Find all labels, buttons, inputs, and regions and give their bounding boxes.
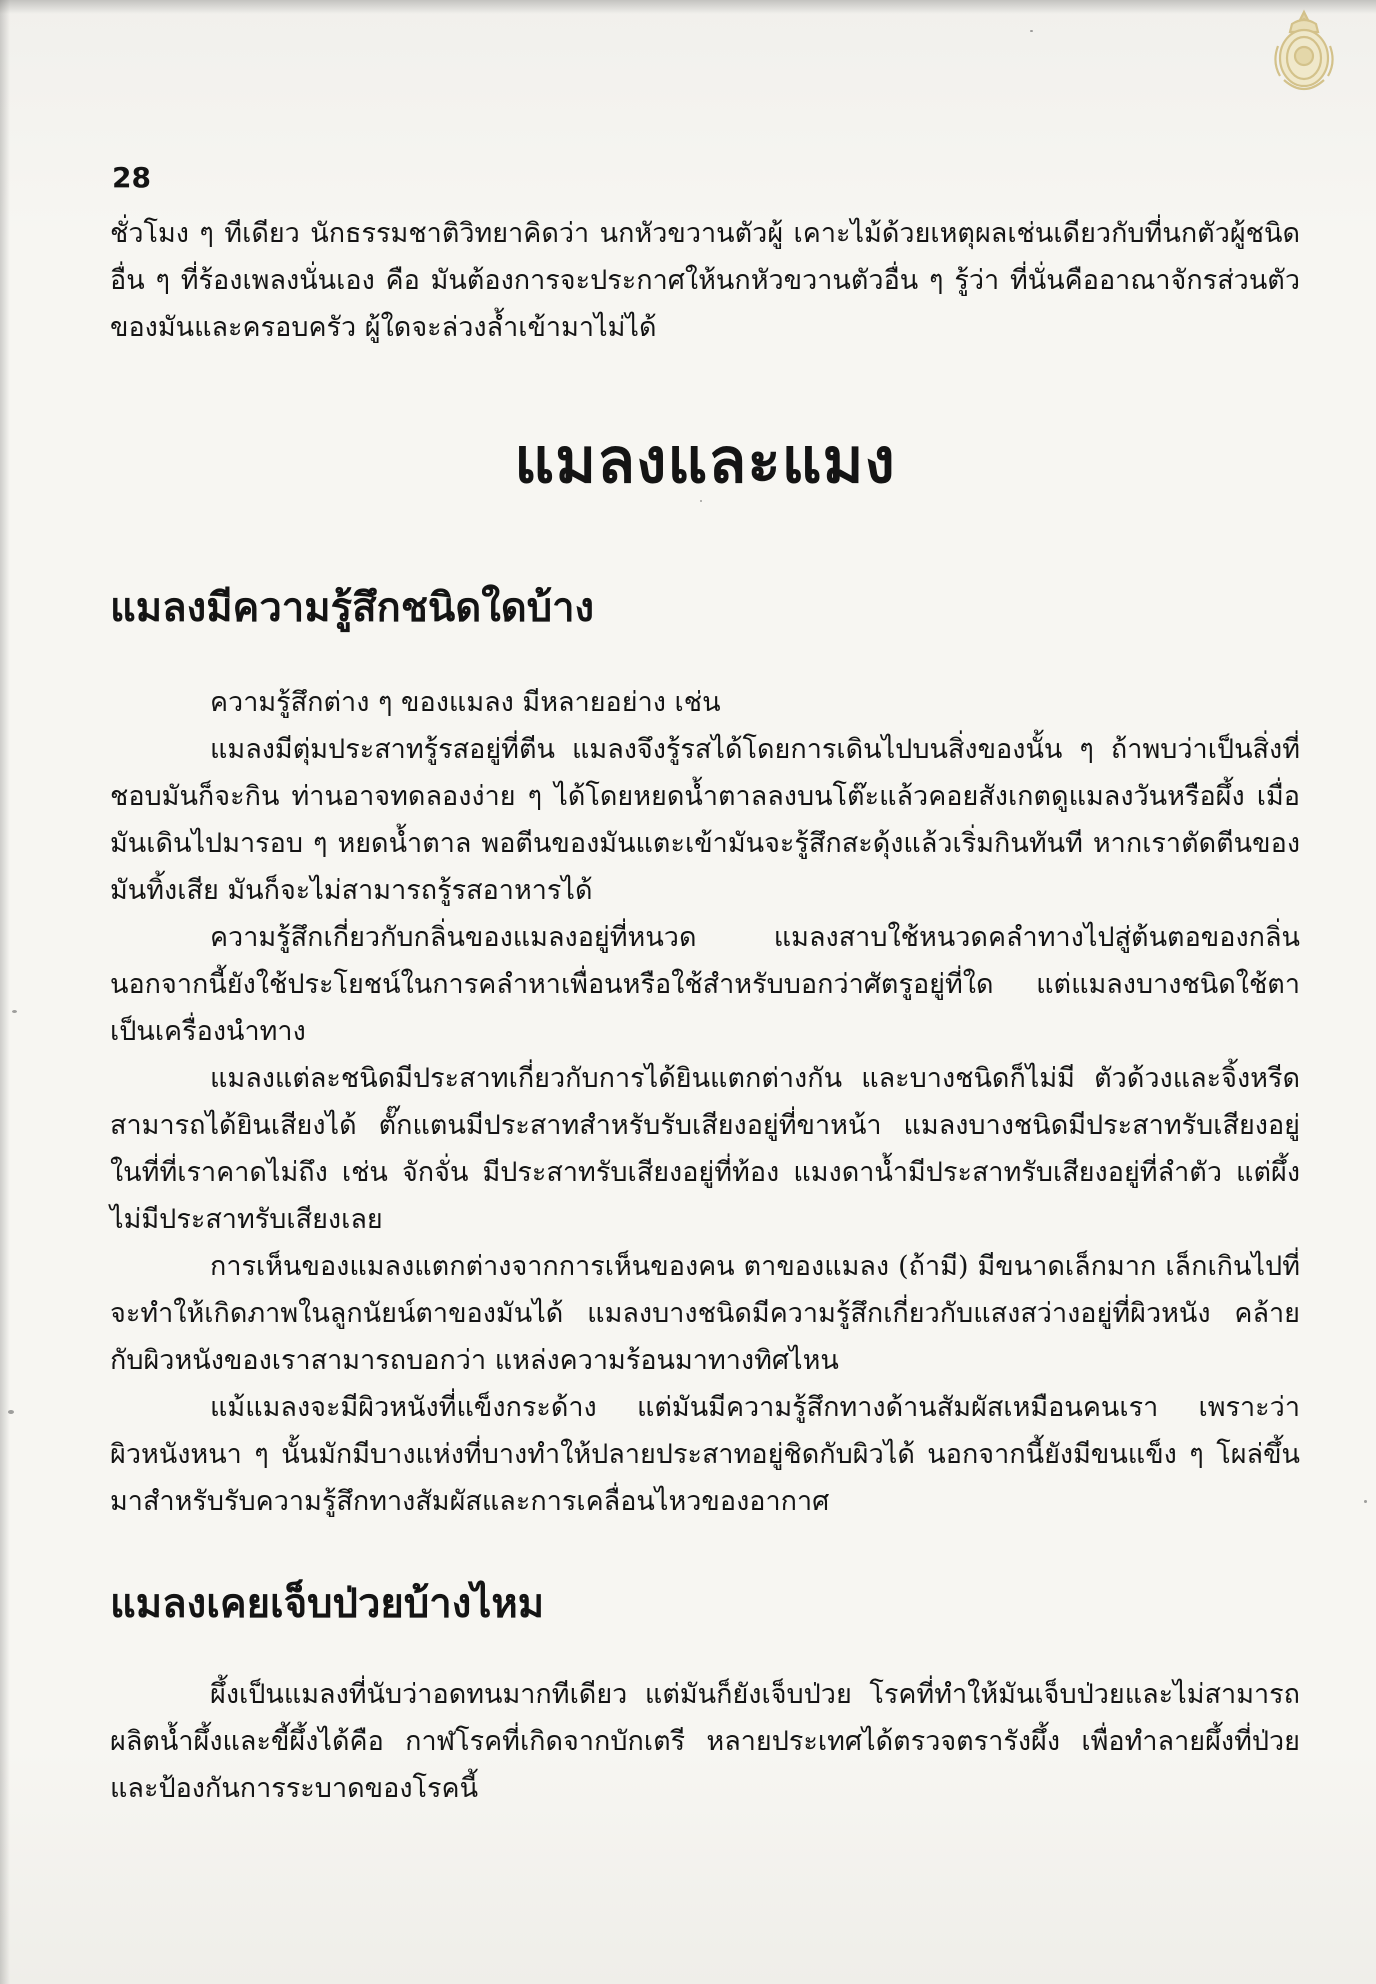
intro-paragraph: ชั่วโมง ๆ ทีเดียว นักธรรมชาติวิทยาคิดว่า นกหัวขวานตัวผู้ เคาะไม้ด้วยเหตุผลเช่นเดียวกับที่นกตัวผู้ชนิดอื่น ๆ ที่ร้องเพลงนั่นเอง คือ มันต้องการจะประกาศให้นกหัวขวานตัวอื่น ๆ รู้ว่า ที่นั่นคืออาณาจักรส่วนตัวของมันและครอบครัว ผู้ใดจะล่วงล้ำเข้ามาไม่ได้ xyxy=(110,218,1300,343)
chapter-title: แมลงและแมง xyxy=(514,424,896,497)
section-heading-insect-illness: แมลงเคยเจ็บป่วยบ้างไหม xyxy=(110,1581,545,1627)
scan-speck xyxy=(700,500,702,502)
section1-paragraph: การเห็นของแมลงแตกต่างจากการเห็นของคน ตาของแมลง (ถ้ามี) มีขนาดเล็กมาก เล็กเกินไปที่จะทำให้เกิดภาพในลูกนัยน์ตาของมันได้ แมลงบางชนิดมีความรู้สึกเกี่ยวกับแสงสว่างอยู่ที่ผิวหนัง คล้ายกับผิวหนังของเราสามารถบอกว่า แหล่งความร้อนมาทางทิศไหน xyxy=(110,1251,1300,1376)
scan-speck xyxy=(8,1410,14,1414)
section2-paragraph: ผึ้งเป็นแมลงที่นับว่าอดทนมากทีเดียว แต่มันก็ยังเจ็บป่วย โรคที่ทำให้มันเจ็บป่วยและไม่สามารถผลิตน้ำผึ้งและขี้ผึ้งได้คือ กาฬโรคที่เกิดจากบักเตรี หลายประเทศได้ตรวจตรารังผึ้ง เพื่อทำลายผึ้งที่ป่วยและป้องกันการระบาดของโรคนี้ xyxy=(110,1679,1300,1804)
scan-speck xyxy=(12,1010,17,1013)
section1-paragraph: แม้แมลงจะมีผิวหนังที่แข็งกระด้าง แต่มันมีความรู้สึกทางด้านสัมผัสเหมือนคนเรา เพราะว่า ผิวหนังหนา ๆ นั้นมักมีบางแห่งที่บางทำให้ปลายประสาทอยู่ชิดกับผิวได้ นอกจากนี้ยังมีขนแข็ง ๆ โผล่ขึ้นมาสำหรับรับความรู้สึกทางสัมผัสและการเคลื่อนไหวของอากาศ xyxy=(110,1392,1300,1517)
page-content xyxy=(110,210,1300,1812)
scan-shadow-top xyxy=(0,0,1376,14)
royal-seal-emblem-icon xyxy=(1262,6,1346,102)
section1-paragraph: ความรู้สึกต่าง ๆ ของแมลง มีหลายอย่าง เช่น xyxy=(210,687,721,718)
section1-paragraph: ความรู้สึกเกี่ยวกับกลิ่นของแมลงอยู่ที่หนวด แมลงสาบใช้หนวดคลำทางไปสู่ต้นตอของกลิ่น นอกจากนี้ยังใช้ประโยชน์ในการคลำหาเพื่อนหรือใช้สำหรับบอกว่าศัตรูอยู่ที่ใด แต่แมลงบางชนิดใช้ตาเป็นเครื่องนำทาง xyxy=(110,922,1300,1047)
section-heading-insect-senses: แมลงมีความรู้สึกชนิดใดบ้าง xyxy=(110,585,595,631)
scan-speck xyxy=(1364,1500,1367,1503)
page-number: 28 xyxy=(112,161,151,194)
section1-paragraph: แมลงมีตุ่มประสาทรู้รสอยู่ที่ตีน แมลงจึงรู้รสได้โดยการเดินไปบนสิ่งของนั้น ๆ ถ้าพบว่าเป็นสิ่งที่ชอบมันก็จะกิน ท่านอาจทดลองง่าย ๆ ได้โดยหยดน้ำตาลลงบนโต๊ะแล้วคอยสังเกตดูแมลงวันหรือผึ้ง เมื่อมันเดินไปมารอบ ๆ หยดน้ำตาล พอตีนของมันแตะเข้ามันจะรู้สึกสะดุ้งแล้วเริ่มกินทันที หากเราตัดตีนของมันทิ้งเสีย มันก็จะไม่สามารถรู้รสอาหารได้ xyxy=(110,734,1300,906)
section1-paragraph: แมลงแต่ละชนิดมีประสาทเกี่ยวกับการได้ยินแตกต่างกัน และบางชนิดก็ไม่มี ตัวด้วงและจิ้งหรีดสามารถได้ยินเสียงได้ ตั๊กแตนมีประสาทสำหรับรับเสียงอยู่ที่ขาหน้า แมลงบางชนิดมีประสาทรับเสียงอยู่ในที่ที่เราคาดไม่ถึง เช่น จักจั่น มีประสาทรับเสียงอยู่ที่ท้อง แมงดาน้ำมีประสาทรับเสียงอยู่ที่ลำตัว แต่ผึ้งไม่มีประสาทรับเสียงเลย xyxy=(110,1063,1300,1235)
scan-shadow-left xyxy=(0,0,10,1984)
scan-speck xyxy=(1030,30,1033,32)
